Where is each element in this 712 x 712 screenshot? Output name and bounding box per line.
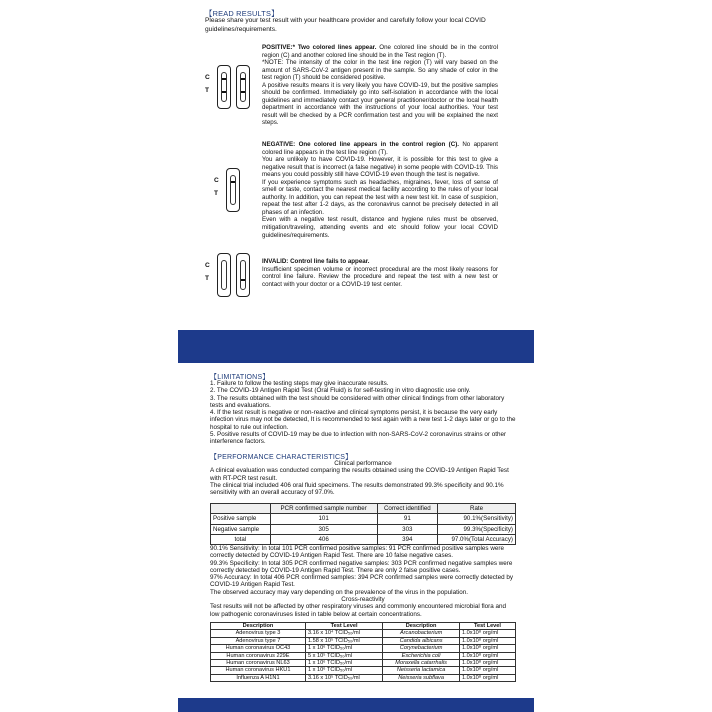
column-header: Test Level bbox=[460, 623, 516, 630]
read-results-intro: Please share your test result with your healthcare provider and carefully follow your local COVID guidelines/requirements. bbox=[205, 17, 486, 33]
invalid-cassette-1 bbox=[217, 253, 231, 297]
positive-text: POSITIVE:* Two colored lines appear. One colored line should be in the control region (C) and another colored line should be in the Test region (T). *NOTE: The intensity of the color in the test line region (T) will vary based on the amount of SARS-CoV-2 antigen present in the sample. So any shade of color in the test region (T) should be considered positive. A positive results means it is very likely you have COVID-19, but the positive samples should be confirmed. Immediately go into self-isolation in accordance with the local guidelines and immediately contact your general practitioner/doctor or the local health department in accordance with the instructions of your local authorities. Your test result will be checked by a PCR confirmation test and you will be explained the next steps. bbox=[262, 44, 498, 127]
performance-title: 【PERFORMANCE CHARACTERISTICS】 bbox=[210, 454, 353, 461]
list-item: 2. The COVID-19 Antigen Rapid Test (Oral Fluid) is for self-testing in vitro diagnostic use only. bbox=[210, 387, 471, 395]
invalid-heading: INVALID: Control line fails to appear. bbox=[262, 258, 370, 265]
label-c: C bbox=[205, 262, 210, 269]
list-item: 3. The results obtained with the test should be considered with other clinical findings from other laboratory tests and evaluations. bbox=[210, 394, 505, 409]
list-item: 1. Failure to follow the testing steps may give inaccurate results. bbox=[210, 380, 389, 387]
table-row: Adenovirus type 3 3.16 x 10⁴ TCID₅₀/ml Arcanobacterium 1.0x10⁸ org/ml bbox=[211, 630, 516, 637]
table-row: Human coronavirus OC43 1 x 10⁶ TCID₅₀/ml Corynebacterium 1.0x10⁸ org/ml bbox=[211, 645, 516, 652]
positive-heading: POSITIVE:* Two colored lines appear. bbox=[262, 44, 377, 51]
positive-cassette-2 bbox=[236, 65, 250, 109]
performance-intro: Clinical performance A clinical evaluation was conducted comparing the results obtained using the COVID-19 Antigen Rapid Test with RT-PCR test result. The clinical trial included 406 oral fluid specimens. The results demonstrated 99.3% specificity and 90.1% sensitivity with an overall accuracy of 97.0%. bbox=[210, 460, 516, 496]
footer-band bbox=[178, 698, 534, 712]
performance-notes: 90.1% Sensitivity: In total 101 PCR confirmed positive samples: 91 PCR confirmed positive samples were correctly detected by COVID-19 Antigen Rapid Test. There are 10 false negative cases. 99.3% Specificity: In total 305 PCR confirmed negative samples: 303 PCR confirmed negative samples were correctly detected by COVID-19 Antigen Rapid Test. There are only 2 false positive cases. 97% Accuracy: In total 406 PCR confirmed samples: 394 PCR confirmed samples were correctly detected by COVID-19 Antigen Rapid Test. The observed accuracy may vary depending on the prevalence of the virus in the population. Cross-reactivity Test results will not be affected by other respiratory viruses and commonly encountered microbial flora and low pathogenic coronaviruses listed in table below at certain concentrations. bbox=[210, 545, 516, 618]
table-row: Negative sample 305 303 99.3%(Specificity) bbox=[211, 524, 516, 534]
label-c: C bbox=[214, 177, 219, 184]
cross-reactivity-subtitle: Cross-reactivity bbox=[341, 596, 385, 604]
column-header: Description bbox=[383, 623, 460, 630]
table-row: Adenovirus type 7 1.58 x 10⁵ TCID₅₀/ml Candida albicans 1.0x10⁸ org/ml bbox=[211, 637, 516, 644]
invalid-cassette-2 bbox=[236, 253, 250, 297]
limitations-page bbox=[178, 330, 534, 712]
column-header: Test Level bbox=[305, 623, 382, 630]
invalid-text: INVALID: Control line fails to appear. Insufficient specimen volume or incorrect procedural are the most likely reasons for control line failure. Review the procedure and repeat the test with a new test or contact with your doctor or a COVID-19 test center. bbox=[262, 258, 498, 288]
list-item: 5. Positive results of COVID-19 may be due to infection with non-SARS-CoV-2 coronavirus strains or other interference factors. bbox=[210, 431, 507, 446]
label-c: C bbox=[205, 74, 210, 81]
limitations-title: 【LIMITATIONS】 bbox=[210, 374, 270, 381]
clinical-performance-subtitle: Clinical performance bbox=[334, 460, 392, 467]
positive-illustration bbox=[205, 62, 257, 112]
positive-cassette-1 bbox=[217, 65, 231, 109]
column-header: Rate bbox=[438, 504, 516, 514]
table-row: Human coronavirus HKU1 1 x 10⁶ TCID₅₀/ml Neisseria lactamica 1.0x10⁸ org/ml bbox=[211, 667, 516, 674]
header-band bbox=[178, 330, 534, 363]
negative-heading: NEGATIVE: One colored line appears in the control region (C). bbox=[262, 141, 459, 148]
label-t: T bbox=[214, 190, 219, 197]
table-row: Human coronavirus 229E 5 x 10⁵ TCID₅₀/ml Escherichia coli 1.0x10⁸ org/ml bbox=[211, 652, 516, 659]
negative-text: NEGATIVE: One colored line appears in the control region (C). No apparent colored line appears in the test line region (T). You are unlikely to have COVID-19. However, it is possible for this test to give a negative result that is incorrect (a false negative) in some people with COVID-19. This means you could possibly still have COVID-19 even though the test is negative. If you experience symptoms such as headaches, migraines, fever, loss of sense of smell or taste, contact the nearest medical facility according to the rules of your local authority. In addition, you can repeat the test with a new test kit. In case of suspicion, repeat the test after 1-2 days, as the coronavirus cannot be precisely detected in all phases of an infection. Even with a negative test result, distance and hygiene rules must be observed, mitigation/traveling, attending events and etc should follow your local COVID guidelines/requirements. bbox=[262, 141, 499, 239]
list-item: 4. If the test result is negative or non-reactive and clinical symptoms persist, it is because the very early infection virus may not be detected, It is recommended to test again with a new test 1-2 days later or go to the hospital to rule out infection. bbox=[210, 409, 516, 431]
table-row: Human coronavirus NL63 1 x 10⁶ TCID₅₀/ml Moraxella catarrhalis 1.0x10⁸ org/ml bbox=[211, 660, 516, 667]
table-row: Positive sample 101 91 90.1%(Sensitivity) bbox=[211, 514, 516, 524]
column-header: Correct identified bbox=[377, 504, 438, 514]
negative-cassette bbox=[226, 168, 240, 212]
label-t: T bbox=[205, 87, 210, 94]
performance-table bbox=[210, 503, 516, 545]
negative-illustration bbox=[214, 165, 254, 215]
limitations-list bbox=[210, 380, 516, 446]
invalid-illustration bbox=[205, 250, 257, 300]
column-header: Description bbox=[211, 623, 306, 630]
cross-reactivity-table bbox=[210, 622, 516, 682]
table-row: Influenza A H1N1 3.16 x 10⁵ TCID₅₀/ml Neisseria subflava 1.0x10⁸ org/ml bbox=[211, 674, 516, 681]
label-t: T bbox=[205, 275, 210, 282]
column-header: PCR confirmed sample number bbox=[270, 504, 377, 514]
table-row: total 406 394 97.0%(Total Accuracy) bbox=[211, 534, 516, 544]
read-results-title: 【READ RESULTS】 bbox=[205, 9, 279, 18]
read-results-page bbox=[0, 0, 712, 318]
